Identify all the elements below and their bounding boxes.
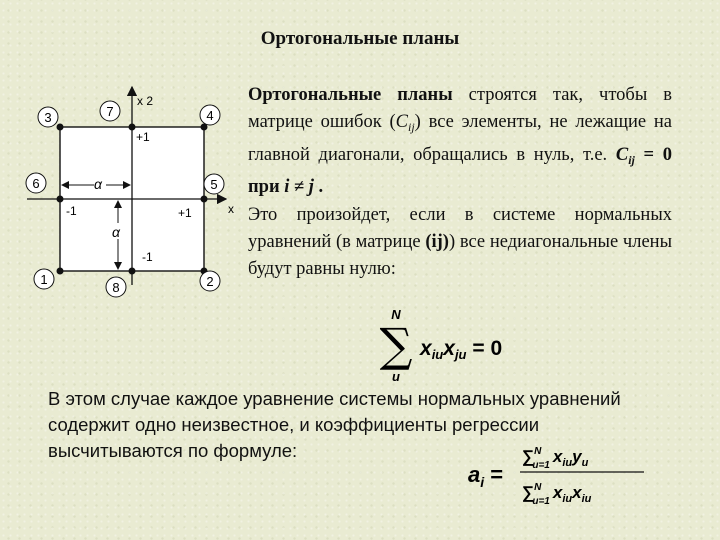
- point-label-2: [200, 271, 220, 291]
- point-label-6: [26, 173, 46, 193]
- alpha-h-label: α: [94, 176, 102, 192]
- point-label-4: [200, 105, 220, 125]
- svg-text:∑Nu=1xiuxiu: ∑$^N$ u=1 $x_{iu}x_{iu}$: [522, 482, 592, 507]
- tick-minus1-bottom: -1: [142, 250, 153, 264]
- alpha-v-label: α: [112, 224, 120, 240]
- svg-text:5: 5: [210, 177, 218, 192]
- point-label-7: [100, 101, 120, 121]
- svg-text:6: 6: [32, 176, 40, 191]
- svg-text:4: 4: [206, 108, 214, 123]
- svg-text:N: N: [391, 307, 401, 322]
- regression-text: В этом случае каждое уравнение системы нормальных уравнений содержит одно неизвестное, и коэффициенты регрессии высчитываются по формуле:: [48, 388, 621, 461]
- point-dot: [201, 196, 208, 203]
- svg-text:1: 1: [40, 272, 48, 287]
- tick-plus1-right: +1: [178, 206, 192, 220]
- point-dot: [129, 124, 136, 131]
- point-label-3: [38, 107, 58, 127]
- svg-text:8: 8: [112, 280, 120, 295]
- bold-lead: Ортогональные планы: [248, 85, 453, 105]
- svg-text:∑: ∑: [379, 318, 413, 372]
- svg-text:xiuxju = 0: xiuxju = 0: [420, 337, 503, 362]
- point-dot: [129, 268, 136, 275]
- point-label-5: [204, 174, 224, 194]
- slide-title: Ортогональные планы: [260, 28, 460, 49]
- orthogonal-plan-diagram: [22, 85, 242, 300]
- regression-coefficient-formula: [468, 440, 648, 510]
- plan-definition-text: Ортогональные планы строятся так, чтобы в матрице ошибок $(C_{ij})$ все элементы, не лежащие на главной диагонали, обращались в нуль, т.е. $C_{ij} = 0$ при i ≠ j . Это произойдет, если в системе нормальных уравнений (в матрице (ij)) все недиагональные члены будут равны нулю:: [248, 85, 673, 280]
- point-label-1: [34, 269, 54, 289]
- point-dot: [57, 124, 64, 131]
- x2-axis-label: x 2: [137, 94, 154, 108]
- tick-minus1-left: -1: [66, 204, 77, 218]
- svg-text:2: 2: [206, 274, 214, 289]
- svg-text:∑Nu=1xiuyu: ∑$^N$ u=1 $x_{iu}y_u$: [522, 446, 589, 471]
- svg-text:ai =: $a_i$ =: [468, 462, 504, 490]
- svg-text:u: u: [392, 369, 400, 384]
- x-axis-label: x: [228, 202, 234, 216]
- orthogonality-formula: [370, 305, 550, 385]
- tick-plus1-top: +1: [136, 130, 150, 144]
- point-dot: [57, 268, 64, 275]
- point-label-8: [106, 277, 126, 297]
- point-dot: [57, 196, 64, 203]
- svg-text:3: 3: [44, 110, 52, 125]
- svg-text:7: 7: [106, 104, 114, 119]
